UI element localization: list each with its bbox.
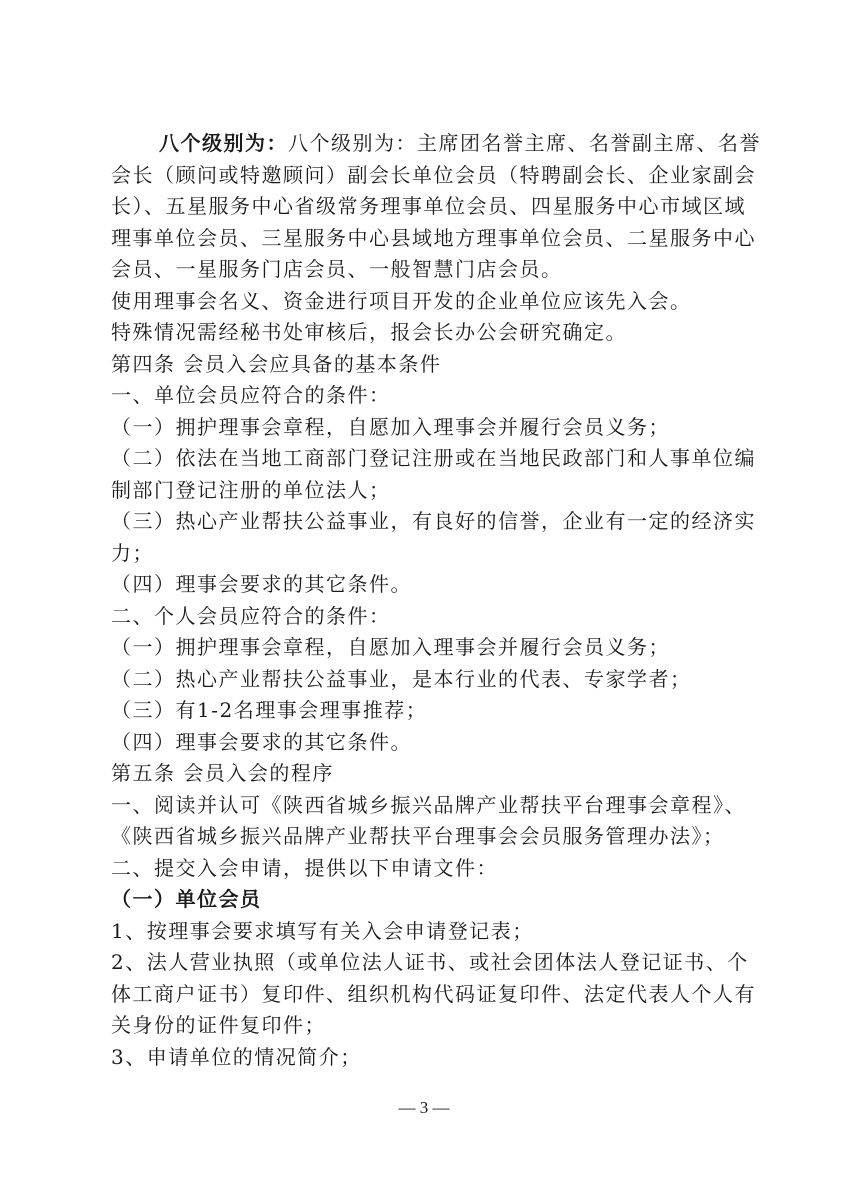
- levels-body: 八个级别为：主席团名誉主席、名誉副主席、名誉会长（顾问或特邀顾问）副会长单位会员（特聘副会长、企业家副会长）、五星服务中心省级常务理事单位会员、四星服务中心市域区域理事单位会员、三星服务中心县域地方理事单位会员、二星服务中心会员、一星服务门店会员、一般智慧门店会员。: [111, 131, 761, 281]
- project-paragraph: 使用理事会名义、资金进行项目开发的企业单位应该先入会。: [111, 288, 692, 313]
- unit-member-heading: （一）单位会员: [111, 887, 262, 911]
- article-5-title: 第五条 会员入会的程序: [111, 761, 334, 785]
- unit-condition-item: （二）依法在当地工商部门登记注册或在当地民政部门和人事单位编制部门登记注册的单位法人；: [111, 446, 756, 502]
- unit-conditions-heading: 一、单位会员应符合的条件：: [111, 383, 391, 407]
- procedure-step-1: 一、阅读并认可《陕西省城乡振兴品牌产业帮扶平台理事会章程》、《陕西省城乡振兴品牌产业帮扶平台理事会会员服务管理办法》；: [111, 792, 746, 848]
- unit-condition-item: （一）拥护理事会章程，自愿加入理事会并履行会员义务；: [111, 414, 670, 439]
- procedure-step-2: 二、提交入会申请，提供以下申请文件：: [111, 855, 498, 880]
- levels-paragraph: [111, 128, 761, 286]
- unit-member-item: 3、申请单位的情况简介；: [111, 1044, 362, 1069]
- individual-condition-item: （四）理事会要求的其它条件。: [111, 729, 412, 754]
- page-number: — 3 —: [398, 1098, 450, 1117]
- levels-lead: 八个级别为：: [159, 131, 288, 155]
- individual-condition-item: （一）拥护理事会章程，自愿加入理事会并履行会员义务；: [111, 635, 670, 659]
- unit-condition-item: （三）热心产业帮扶公益事业，有良好的信誉，企业有一定的经济实力；: [111, 509, 756, 565]
- unit-condition-item: （四）理事会要求的其它条件。: [111, 572, 412, 596]
- individual-condition-item: （二）热心产业帮扶公益事业，是本行业的代表、专家学者；: [111, 666, 692, 691]
- unit-member-item: 2、法人营业执照（或单位法人证书、或社会团体法人登记证书、个体工商户证书）复印件、组织机构代码证复印件、法定代表人个人有关身份的证件复印件；: [111, 950, 756, 1037]
- individual-conditions-heading: 二、个人会员应符合的条件：: [111, 603, 391, 628]
- individual-condition-item: （三）有1-2名理事会理事推荐；: [111, 698, 428, 722]
- document-body: [111, 128, 761, 1073]
- special-case-paragraph: 特殊情况需经秘书处审核后，报会长办公会研究确定。: [111, 320, 627, 344]
- article-4-title: 第四条 会员入会应具备的基本条件: [111, 351, 442, 376]
- unit-member-item: 1、按理事会要求填写有关入会申请登记表；: [111, 918, 534, 943]
